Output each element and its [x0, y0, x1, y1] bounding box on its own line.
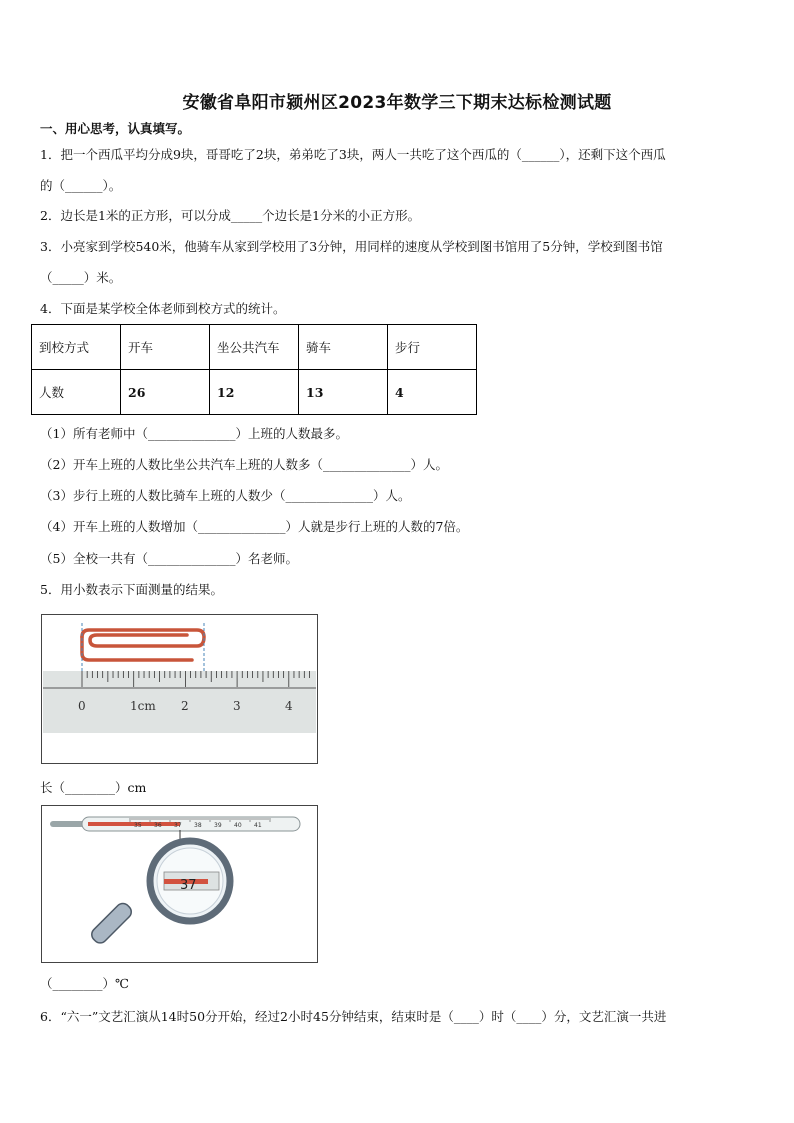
ruler-label: 0	[78, 699, 86, 713]
page-title: 安徽省阜阳市颍州区2023年数学三下期末达标检测试题	[182, 93, 612, 113]
thermometer-icon	[50, 817, 300, 831]
question-3-line-1: 3．小亮家到学校540米，他骑车从家到学校用了3分钟，用同样的速度从学校到图书馆用了5分钟，学校到图书馆	[40, 239, 663, 254]
table-row-label: 人数	[32, 370, 121, 415]
question-4-sub-4: （4）开车上班的人数增加（______________）人就是步行上班的人数的7倍。	[40, 519, 469, 534]
table-cell: 12	[210, 370, 299, 415]
thermometer-label: 37	[174, 822, 182, 829]
question-2: 2．边长是1米的正方形，可以分成_____个边长是1分米的小正方形。	[40, 208, 421, 223]
ruler-illustration	[42, 615, 317, 763]
table-cell: 26	[121, 370, 210, 415]
question-4: 4．下面是某学校全体老师到校方式的统计。	[40, 301, 286, 316]
paper-clip-icon	[82, 630, 204, 660]
ruler-figure	[41, 614, 318, 764]
thermometer-label: 35	[134, 822, 142, 829]
magnifier-icon	[89, 841, 230, 946]
table-cell: 13	[299, 370, 388, 415]
thermometer-label: 40	[234, 822, 242, 829]
question-1-line-1: 1．把一个西瓜平均分成9块，哥哥吃了2块，弟弟吃了3块，两人一共吃了这个西瓜的（______），还剩下这个西瓜	[40, 147, 666, 162]
thermometer-label: 41	[254, 822, 262, 829]
table-header-cell: 坐公共汽车	[210, 325, 299, 370]
thermometer-figure	[41, 805, 318, 963]
section-heading: 一、用心思考，认真填写。	[40, 121, 191, 136]
table-header-row	[32, 325, 477, 370]
ruler-label: 4	[285, 699, 293, 713]
table-header-cell: 开车	[121, 325, 210, 370]
ruler-label: 1cm	[130, 699, 156, 713]
table-header-cell: 骑车	[299, 325, 388, 370]
ruler-label: 3	[233, 699, 241, 713]
ruler-label: 2	[181, 699, 189, 713]
table-cell: 4	[388, 370, 477, 415]
thermometer-label: 36	[154, 822, 162, 829]
table-header-cell: 到校方式	[32, 325, 121, 370]
commute-stats-table	[31, 324, 477, 415]
thermometer-illustration	[42, 806, 317, 962]
question-4-sub-5: （5）全校一共有（______________）名老师。	[40, 551, 298, 566]
question-5-answer-temperature: （________）℃	[40, 976, 129, 991]
magnifier-reading: 37	[180, 878, 197, 893]
question-4-sub-2: （2）开车上班的人数比坐公共汽车上班的人数多（______________）人。	[40, 457, 448, 472]
question-4-sub-3: （3）步行上班的人数比骑车上班的人数少（______________）人。	[40, 488, 411, 503]
table-row	[32, 370, 477, 415]
table-header-cell: 步行	[388, 325, 477, 370]
question-5: 5．用小数表示下面测量的结果。	[40, 582, 223, 597]
question-4-sub-1: （1）所有老师中（______________）上班的人数最多。	[40, 426, 348, 441]
question-5-answer-length: 长（________）cm	[40, 780, 147, 795]
question-3-line-2: （_____）米。	[40, 270, 122, 285]
thermometer-label: 39	[214, 822, 222, 829]
thermometer-label: 38	[194, 822, 202, 829]
question-1-line-2: 的（______）。	[40, 178, 122, 193]
question-6: 6．“六一”文艺汇演从14时50分开始，经过2小时45分钟结束，结束时是（____）时（____）分，文艺汇演一共进	[40, 1009, 667, 1024]
